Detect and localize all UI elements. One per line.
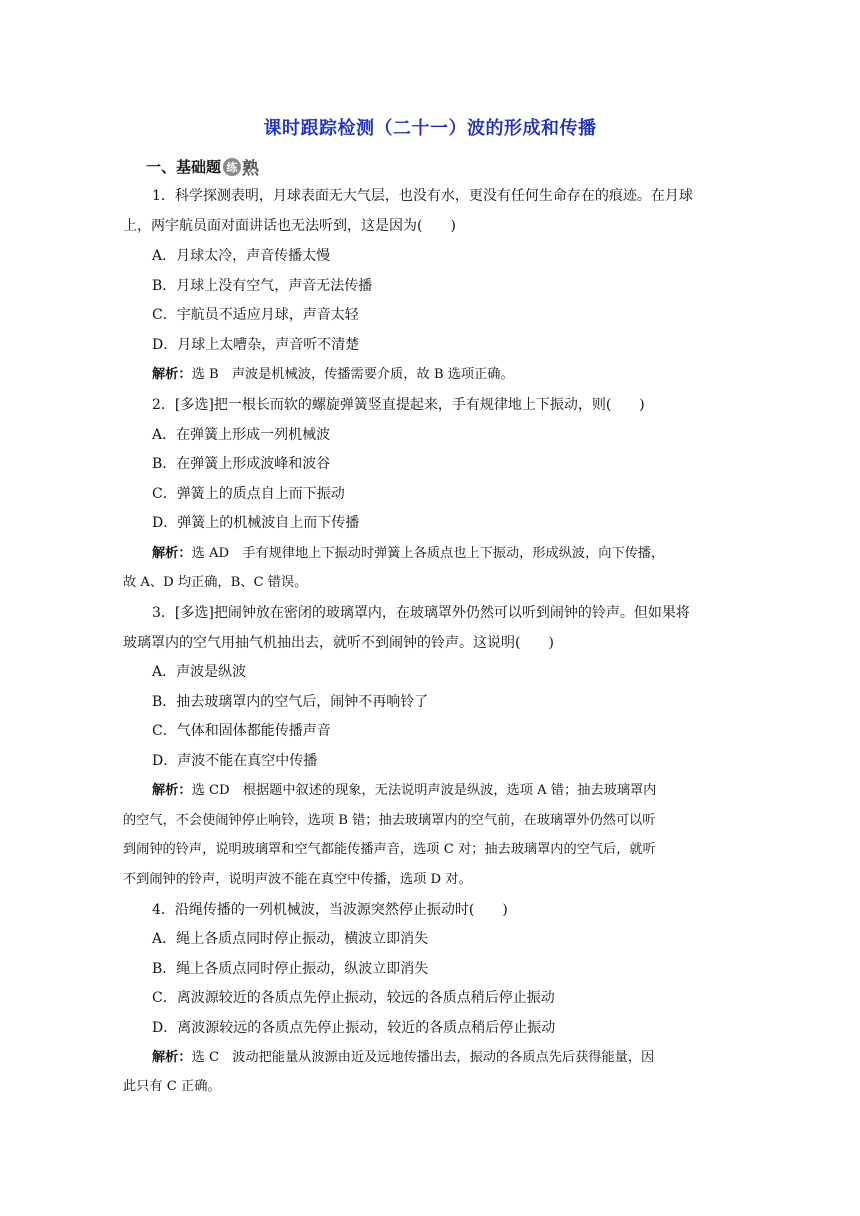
q3-option-a: A．声波是纵波 xyxy=(152,664,247,680)
q2-option-b: B．在弹簧上形成波峰和波谷 xyxy=(152,456,331,472)
q1-solution-text: 选 B 声波是机械波，传播需要介质，故 B 选项正确。 xyxy=(191,367,514,382)
q3-solution-line4: 不到闹钟的铃声，说明声波不能在真空中传播，选项 D 对。 xyxy=(123,872,472,887)
mastery-badge-icon: 熟 xyxy=(242,159,260,179)
q1-solution xyxy=(152,365,742,385)
solution-label: 解析： xyxy=(152,546,192,561)
q3-stem-line2: 玻璃罩内的空气用抽气机抽出去，就听不到闹钟的铃声。这说明( ) xyxy=(123,635,554,651)
practice-badge-icon: 练 xyxy=(223,158,241,176)
q2-solution xyxy=(152,544,742,564)
q3-solution-text1: 选 CD 根据题中叙述的现象，无法说明声波是纵波，选项 A 错；抽去玻璃罩内 xyxy=(191,783,657,798)
q3-option-d: D．声波不能在真空中传播 xyxy=(152,753,318,769)
q1-stem-line2: 上，两宇航员面对面讲话也无法听到，这是因为( ) xyxy=(123,218,456,234)
q1-option-b: B．月球上没有空气，声音无法传播 xyxy=(152,278,373,294)
q3-option-b: B．抽去玻璃罩内的空气后，闹钟不再响铃了 xyxy=(152,694,429,710)
q4-solution-line2: 此只有 C 正确。 xyxy=(123,1079,221,1094)
page-title: 课时跟踪检测（二十一）波的形成和传播 xyxy=(263,118,597,139)
q3-stem-line1: 3．[多选]把闹钟放在密闭的玻璃罩内，在玻璃罩外仍然可以听到闹钟的铃声。但如果将 xyxy=(152,605,690,621)
q4-stem-line1: 4．沿绳传播的一列机械波，当波源突然停止振动时( ) xyxy=(152,902,508,918)
q2-option-a: A．在弹簧上形成一列机械波 xyxy=(152,427,331,443)
q1-option-c: C．宇航员不适应月球，声音太轻 xyxy=(152,307,359,323)
q1-option-d: D．月球上太嘈杂，声音听不清楚 xyxy=(152,337,360,353)
q2-option-c: C．弹簧上的质点自上而下振动 xyxy=(152,486,345,502)
q4-solution-text1: 选 C 波动把能量从波源由近及远地传播出去，振动的各质点先后获得能量，因 xyxy=(191,1050,655,1065)
section-label: 一、基础题 xyxy=(146,158,222,176)
solution-label: 解析： xyxy=(152,1050,192,1065)
section-heading xyxy=(146,154,259,179)
q3-solution xyxy=(152,781,742,801)
q4-option-d: D．离波源较远的各质点先停止振动，较近的各质点稍后停止振动 xyxy=(152,1020,556,1036)
q4-option-b: B．绳上各质点同时停止振动，纵波立即消失 xyxy=(152,961,429,977)
q2-option-d: D．弹簧上的机械波自上而下传播 xyxy=(152,515,360,531)
q4-option-a: A．绳上各质点同时停止振动，横波立即消失 xyxy=(152,931,429,947)
solution-label: 解析： xyxy=(152,783,192,798)
q2-stem-line1: 2．[多选]把一根长而软的螺旋弹簧竖直提起来，手有规律地上下振动，则( ) xyxy=(152,397,645,413)
q2-solution-text1: 选 AD 手有规律地上下振动时弹簧上各质点也上下振动，形成纵波，向下传播， xyxy=(191,546,665,561)
q1-stem-line1: 1．科学探测表明，月球表面无大气层，也没有水，更没有任何生命存在的痕迹。在月球 xyxy=(152,188,693,204)
q3-option-c: C．气体和固体都能传播声音 xyxy=(152,723,331,739)
q4-option-c: C．离波源较近的各质点先停止振动，较远的各质点稍后停止振动 xyxy=(152,990,555,1006)
q3-solution-line2: 的空气，不会使闹钟停止响铃，选项 B 错；抽去玻璃罩内的空气前，在玻璃罩外仍然可以听 xyxy=(123,813,656,828)
q1-option-a: A．月球太冷，声音传播太慢 xyxy=(152,248,331,264)
solution-label: 解析： xyxy=(152,367,192,382)
q2-solution-line2: 故 A、D 均正确，B、C 错误。 xyxy=(123,575,308,590)
q4-solution xyxy=(152,1048,742,1068)
q3-solution-line3: 到闹钟的铃声，说明玻璃罩和空气都能传播声音，选项 C 对；抽去玻璃罩内的空气后，就听 xyxy=(123,842,656,857)
